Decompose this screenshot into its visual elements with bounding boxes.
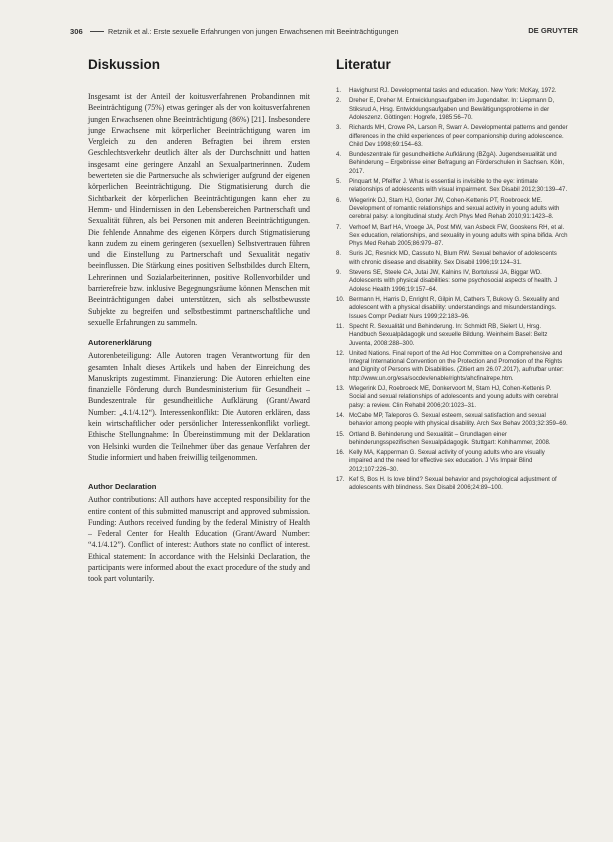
references-heading: Literatur <box>336 57 391 72</box>
page-header <box>70 25 578 39</box>
author-declaration-heading: Author Declaration <box>88 482 157 492</box>
reference-number: 16. <box>336 449 345 457</box>
reference-number: 12. <box>336 349 345 357</box>
reference-item <box>336 124 568 149</box>
reference-text: Specht R. Sexualität und Behinderung. In: Schmidt RB, Sielert U, Hrsg. Handbuch Sexualpädagogik und sexuelle Bildung. Weinheim Basel: Beltz Juventa, 2008:288–300. <box>349 322 548 347</box>
running-title: Retznik et al.: Erste sexuelle Erfahrungen von jungen Erwachsenen mit Beeinträchtigungen <box>108 27 399 36</box>
discussion-text: Insgesamt ist der Anteil der koitusverfahrenen Probandinnen mit Beeinträchtigung (75%) etwas geringer als der von koitusverfahrenen jungen Erwachsenen ohne Beeinträchtigung (86%) [21]. Insbesondere junge Erwachsene mit körperlicher Beeinträchtigung waren im Vergleich zu den anderen Befragten bei ihrem ersten Geschlechtsverkehr deutlich älter als der Durchschnitt und hatten insgesamt eine geringere Anzahl an Sexualpartnerinnen. Zudem bewerteten sie die Partnersuche als schwieriger aufgrund der eigenen körperlichen Beeinträchtigung. Die Stigmatisierung durch die Sichtbarkeit der körperlichen Beeinträchtigungen kann eher zu Hemm- und Hindernissen in den Lebensbereichen Partnerschaft und Sexualität führen, als bei Personen mit anderen Beeinträchtigungen. Die fehlende Annahme des eigenen Körpers durch Stigmatisierung kann zudem zu einem geringeren (sexuellen) Selbstvertrauen führen und die Einstellung zu Partnerschaft und Sexualität negativ beeinflussen. Die Stärkung eines positiven Selbstbildes durch Eltern, Lehrerinnen und Sozialarbeiterinnen, positive Rollenvorbilder und barrierefreie bzw. inklusive Begegnungsräume können Menschen mit Beeinträchtigungen dabei unterstützen, sich als selbstbewusste Subjekte zu begreifen und selbstbestimmt partnerschaftliche und sexuelle Erfahrungen zu sammeln. <box>88 92 310 327</box>
header-dash <box>90 31 104 32</box>
reference-text: Kelly MA, Kapperman G. Sexual activity of young adults who are visually impaired and the need for effective sex education. J Vis Impair Blind 2012;107:226–30. <box>349 449 545 473</box>
reference-number: 1. <box>336 87 342 94</box>
reference-item <box>336 224 568 249</box>
reference-item <box>336 296 568 321</box>
page-number: 306 <box>70 27 83 36</box>
autorenerklaerung-section <box>88 337 310 463</box>
reference-text: Dreher E, Dreher M. Entwicklungsaufgaben im Jugendalter. In: Liepmann D, Stiksrud A, Hrsg. Entwicklungsaufgaben und Bewältigungsprobleme in der Adoleszenz. Göttingen: Hogrefe, 1985:56–70. <box>349 97 555 121</box>
reference-item <box>336 178 568 195</box>
reference-item <box>336 197 568 222</box>
autorenerklaerung-heading: Autorenerklärung <box>88 338 152 348</box>
reference-text: Havighurst RJ. Developmental tasks and education. New York: McKay, 1972. <box>349 87 557 94</box>
reference-number: 15. <box>336 430 345 438</box>
reference-number: 17. <box>336 476 345 484</box>
reference-item <box>336 412 568 429</box>
reference-list <box>336 87 568 493</box>
reference-text: Bermann H, Harris D, Enright R, Gilpin M, Cathers T, Bukovy G. Sexuality and adolescent with a physical disability: understandings and misunderstandings. Issues Compr Pediatr Nurs 1999;22:183–96. <box>349 295 560 320</box>
reference-number: 8. <box>336 250 342 258</box>
reference-number: 9. <box>336 269 342 276</box>
reference-number: 14. <box>336 411 345 419</box>
reference-number: 7. <box>336 223 342 231</box>
reference-text: Kef S, Bos H. Is love blind? Sexual behavior and psychological adjustment of adolescents with blindness. Sex Disabil 2006;24:89–100. <box>349 476 557 492</box>
reference-text: Verhoef M, Barf HA, Vroege JA, Post MW, van Asbeck FW, Gooskens RH, et al. Sex education, relationships, and sexuality in young adults with spina bifida. Arch Phys Med Rehab 2005;86:979–87. <box>349 223 568 248</box>
reference-item <box>336 87 568 95</box>
reference-text: Suris JC, Resnick MD, Cassuto N, Blum RW. Sexual behavior of adolescents with chronic disease and disability. Sex Disabil 1996;19:124–31. <box>349 250 557 266</box>
reference-text: Wiegerink DJ, Stam HJ, Gorter JW, Cohen-Kettenis PT, Roebroeck ME. Development of romantic relationships and sexual activity in young adults with cerebral palsy: a longitudinal study. Arch Phys Med Rehab 2010;91:1423–8. <box>349 196 560 221</box>
discussion-heading: Diskussion <box>88 57 161 72</box>
reference-item <box>336 385 568 410</box>
reference-item <box>336 323 568 348</box>
reference-item <box>336 250 568 267</box>
reference-number: 2. <box>336 97 342 105</box>
reference-number: 3. <box>336 124 342 132</box>
reference-item <box>336 431 568 448</box>
reference-number: 5. <box>336 178 342 185</box>
reference-text: Richards MH, Crowe PA, Larson R, Swarr A. Developmental patterns and gender differences in the child experiences of peer companionship during adolescence. Child Dev 1998;69:154–63. <box>349 124 568 148</box>
author-declaration-section <box>88 481 310 584</box>
reference-text: Bundeszentrale für gesundheitliche Aufklärung (BZgA). Jugendsexualität und Behinderung – Ergebnisse einer Befragung an Förderschulen in Sachsen. Köln, 2017. <box>349 151 565 175</box>
reference-item <box>336 476 568 493</box>
publisher-logo: DE GRUYTER <box>528 26 578 35</box>
reference-number: 6. <box>336 196 342 204</box>
reference-item <box>336 151 568 176</box>
reference-text: Stevens SE, Steele CA, Jutai JW, Kalnins IV, Bortolussi JA, Biggar WD. Adolescents with physical disabilities: some psychosocial aspects of health. J Adolesc Health 1996;19:157–64. <box>349 269 558 293</box>
autorenerklaerung-text: Autorenbeteiligung: Alle Autoren tragen Verantwortung für den gesamten Inhalt dieses Artikels und haben der Einreichung des Manuskripts zugestimmt. Finanzierung: Die Autoren erhielten eine finanzielle Förderung durch Bundesministerium für Gesundheit – Bundeszentrale für gesundheitliche Aufklärung (Grant/Award Number: „4.1/4.12“). Interessenkonflikt: Die Autoren erklären, dass kein wirtschaftlicher oder persönlicher Interessenkonflikt vorliegt. Ethische Stellungnahme: In Übereinstimmung mit der Deklaration von Helsinki wurden die Teilnehmer über das genaue Verfahren der Studie informiert und haben freiwillig teilgenommen. <box>88 351 310 462</box>
reference-text: McCabe MP, Taleporos G. Sexual esteem, sexual satisfaction and sexual behavior among people with physical disability. Arch Sex Behav 2003;32:359–69. <box>349 411 568 428</box>
reference-number: 11. <box>336 322 345 330</box>
reference-item <box>336 449 568 474</box>
reference-text: Pinquart M, Pfeiffer J. What is essential is invisible to the eye: intimate relationships of adolescents with visual impairment. Sex Disabil 2012;30:139–47. <box>349 178 568 194</box>
reference-text: Wiegerink DJ, Roebroeck ME, Donkervoort M, Stam HJ, Cohen-Kettenis P. Social and sexual relationships of adolescents and young adults with cerebral palsy: a review. Clin Rehabil 2006;20:1023–31. <box>349 385 559 409</box>
reference-number: 10. <box>336 295 345 303</box>
reference-number: 4. <box>336 151 342 159</box>
reference-number: 13. <box>336 385 345 393</box>
reference-item <box>336 269 568 294</box>
reference-item <box>336 97 568 122</box>
reference-text: United Nations. Final report of the Ad Hoc Committee on a Comprehensive and Integral International Convention on the Protection and Promotion of the Rights and Dignity of Persons with Disabilities. (Zitiert am 26.07.2017), aufrufbar unter: http://www.un.org/esa/socdev/enable/rights/ahcfinalrepe.htm. <box>349 349 564 382</box>
author-declaration-text: Author contributions: All authors have accepted responsibility for the entire content of this submitted manuscript and approved submission. Funding: Authors received funding by the federal Ministry of Health – Federal Center for Health Education (Grant/Award Number: “4.1/4.12”). Conflict of interest: Authors state no conflict of interest. Ethical statement: In accordance with the Helsinki Declaration, the participants were informed about the exact procedure of the study and took part voluntarily. <box>88 495 310 584</box>
reference-text: Ortland B. Behinderung und Sexualität – Grundlagen einer behinderungsspezifischen Sexualpädagogik. Stuttgart: Kohlhammer, 2008. <box>349 430 551 446</box>
reference-item <box>336 350 568 383</box>
left-column <box>88 58 310 594</box>
right-column <box>336 58 568 495</box>
